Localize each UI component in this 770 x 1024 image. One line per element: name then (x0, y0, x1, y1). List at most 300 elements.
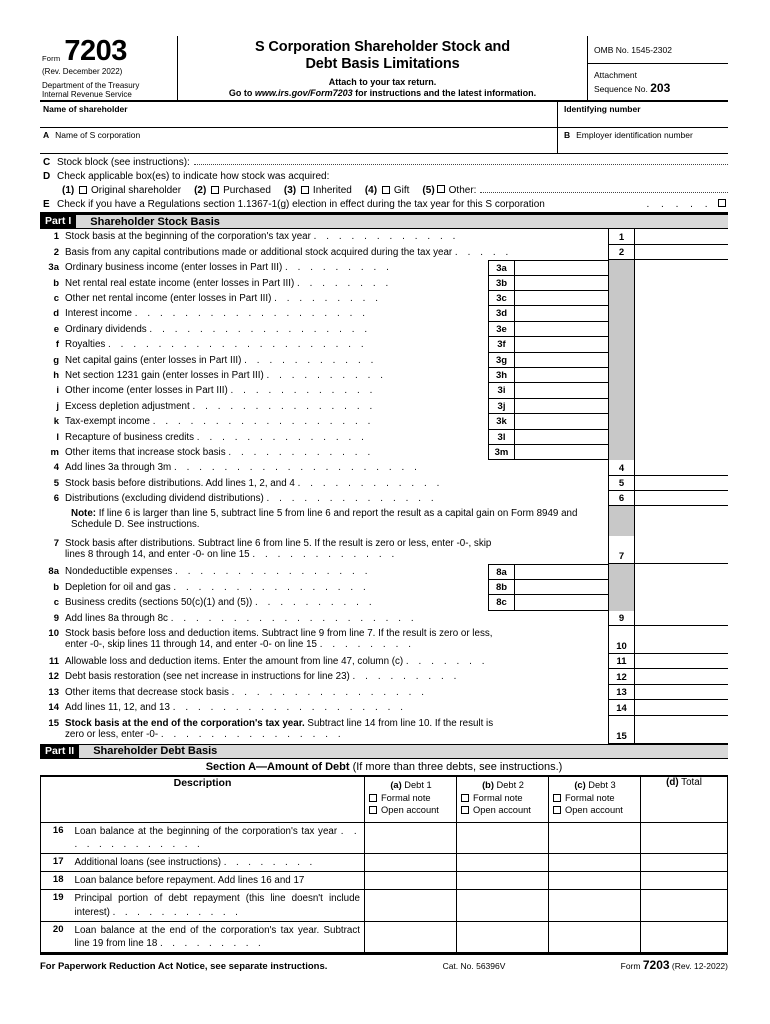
line-3k-number: k (53, 416, 59, 428)
line-row-8b (40, 580, 728, 595)
line-14-box-number: 14 (608, 700, 635, 715)
line-14-text (65, 700, 608, 715)
line-5-text (65, 476, 608, 491)
debt-row-19-leader: . . . . . . . . . . . (112, 906, 242, 918)
line-3a-text (65, 260, 488, 275)
line-12-box-number: 12 (608, 669, 635, 684)
line-3i-no-entry (635, 383, 728, 398)
line-1-label: Stock basis at the beginning of the corporation's tax year (65, 231, 311, 243)
debt-row-19-total-input[interactable] (641, 890, 728, 921)
line-8a-amount-input[interactable] (515, 565, 608, 578)
shaded-column (608, 414, 635, 429)
debt-table-header-row (41, 776, 728, 822)
line-15-number: 15 (48, 717, 59, 729)
option-2-number: (2) (194, 185, 207, 197)
debt-1-open-account-label: Open account (381, 805, 439, 816)
line-2-amount-input[interactable] (635, 245, 728, 260)
line-3i-amount-input[interactable] (515, 383, 608, 397)
line-3e-text (65, 322, 488, 337)
footer-form-identity (621, 958, 728, 972)
line-3b-label: Net rental real estate income (enter losses in Part III) (65, 277, 295, 289)
line-row-3i (40, 383, 728, 398)
line-9-box-number: 9 (608, 611, 635, 626)
attachment-sequence (588, 64, 728, 98)
line-1-text (65, 229, 608, 244)
line-3f-label: Royalties (65, 339, 106, 351)
line-3g-leader: . . . . . . . . . . . (244, 354, 377, 366)
line-7-label-line-1: Stock basis after distributions. Subtract line 6 from line 5. If the result is zero or less, enter -0-, skip (65, 538, 492, 550)
line-3e-sub-number: 3e (489, 322, 515, 336)
line-3m-no-entry (635, 445, 728, 460)
line-row-8c (40, 595, 728, 610)
total-header (641, 776, 728, 822)
line-3d-number: d (53, 308, 59, 320)
line-14-label: Add lines 11, 12, and 13 (65, 702, 170, 714)
debt-1-formal-note-label: Formal note (381, 792, 431, 803)
debt-row-19-debt2-input[interactable] (457, 890, 549, 921)
item-d-acquisition (40, 169, 728, 183)
debt-row-17-debt2-input[interactable] (457, 854, 549, 872)
section-a-header (40, 759, 728, 776)
footer-revision: (Rev. 12-2022) (671, 961, 728, 972)
line-3f-number: f (55, 339, 59, 351)
debt-row-20-label: Loan balance at the end of the corporation's tax year. Subtract line 19 from line 18 (74, 924, 360, 950)
form-title-line-1: S Corporation Shareholder Stock and (254, 39, 511, 55)
line-3l-sub-number: 3l (489, 430, 515, 444)
debt-row-20-debt1-input[interactable] (365, 921, 457, 952)
line-11-label: Allowable loss and deduction items. Enter the amount from line 47, column (c) (65, 656, 404, 668)
line-11-number: 11 (48, 656, 59, 668)
line-8c-text (65, 595, 488, 610)
checkbox-other[interactable] (437, 185, 445, 193)
note-label: Note: (71, 508, 97, 520)
line-5-amount-input[interactable] (635, 476, 728, 491)
line-3k-sub-cell (488, 414, 608, 429)
line-11-amount-input[interactable] (635, 654, 728, 669)
checkbox-debt-3-formal-note[interactable] (553, 794, 561, 802)
line-1-amount-input[interactable] (635, 229, 728, 244)
line-row-3j (40, 399, 728, 414)
line-3d-label: Interest income (65, 308, 132, 320)
line-row-3b (40, 276, 728, 291)
debt-row-19-debt3-input[interactable] (549, 890, 641, 921)
line-12-label: Debt basis restoration (see net increase in instructions for line 23) (65, 671, 350, 683)
items-c-d-e-block (40, 154, 728, 214)
line-4-box-number: 4 (608, 460, 635, 475)
section-a-title: Section A—Amount of Debt (205, 760, 350, 773)
line-2-text (65, 245, 608, 260)
line-13-amount-input[interactable] (635, 685, 728, 700)
election-leader-dots: . . . . . (646, 199, 712, 211)
line-3h-label: Net section 1231 gain (enter losses in Part III) (65, 369, 264, 381)
debt-row-16-debt3-input[interactable] (549, 822, 641, 853)
paperwork-notice: For Paperwork Reduction Act Notice, see separate instructions. (40, 961, 328, 973)
line-11-box-number: 11 (608, 654, 635, 669)
debt-row-18-total-input[interactable] (641, 872, 728, 890)
line-7-box-number: 7 (608, 536, 635, 564)
line-8c-amount-input[interactable] (515, 595, 608, 609)
line-14-leader: . . . . . . . . . . . . . . . . . . . (172, 702, 407, 714)
line-3m-amount-input[interactable] (515, 445, 608, 459)
line-3i-number: i (56, 385, 59, 397)
line-4-label: Add lines 3a through 3m (65, 462, 172, 474)
debt-row-16-debt2-input[interactable] (457, 822, 549, 853)
shaded-column (608, 564, 635, 579)
goto-instruction (182, 88, 583, 98)
option-1-label: Original shareholder (91, 185, 182, 197)
item-e-election (40, 198, 728, 212)
line-3a-number: 3a (48, 262, 59, 274)
line-15-amount-input[interactable] (635, 730, 728, 744)
line-3m-text (65, 445, 488, 460)
line-3j-number: j (56, 400, 59, 412)
line-10-leader: . . . . . . . . (319, 639, 415, 651)
part-2-title: Shareholder Debt Basis (93, 745, 218, 758)
line-6-label: Distributions (excluding dividend distributions) (65, 493, 264, 505)
debt-row-16-debt1-input[interactable] (365, 822, 457, 853)
option-1-number: (1) (62, 185, 75, 197)
shaded-column (608, 445, 635, 460)
line-4-amount-input[interactable] (635, 460, 728, 475)
item-c-letter: C (43, 157, 51, 169)
line-3e-label: Ordinary dividends (65, 323, 147, 335)
line-5-number: 5 (53, 477, 59, 489)
line-row-10 (40, 626, 728, 654)
line-3b-sub-cell (488, 276, 608, 291)
line-8a-no-entry (635, 564, 728, 579)
debt-row-17-debt3-input[interactable] (549, 854, 641, 872)
debt-row-18-debt2-input[interactable] (457, 872, 549, 890)
line-3l-amount-input[interactable] (515, 430, 608, 444)
election-label: Check if you have a Regulations section 1.1367-1(g) election in effect during the tax year for this S corporation (57, 199, 545, 211)
item-b-letter: B (564, 130, 571, 141)
line-row-7 (40, 536, 728, 564)
line-9-number: 9 (53, 612, 59, 624)
checkbox-debt-1-formal-note[interactable] (369, 794, 377, 802)
line-row-8a (40, 564, 728, 579)
line-8b-number: b (53, 581, 59, 593)
line-4-text (65, 460, 608, 475)
line-2-number: 2 (53, 246, 59, 258)
line-15-box-number: 15 (608, 716, 635, 744)
sequence-number: 203 (650, 80, 671, 95)
line-1-leader: . . . . . . . . . . . . (313, 231, 459, 243)
shaded-column (608, 383, 635, 398)
option-3-label: Inherited (312, 185, 352, 197)
form-7203 (40, 36, 728, 972)
line-3f-leader: . . . . . . . . . . . . . . . . . . . . . (108, 339, 368, 351)
option-5-number: (5) (422, 185, 435, 197)
line-5-label: Stock basis before distributions. Add lines 1, 2, and 4 (65, 477, 295, 489)
scorp-name-row (40, 128, 728, 154)
line-3h-text (65, 368, 488, 383)
line-3d-sub-number: 3d (489, 306, 515, 320)
line-3a-amount-input[interactable] (515, 261, 608, 274)
debt-row-20-total-input[interactable] (641, 921, 728, 952)
debt-row-20-leader: . . . . . . . . . (160, 938, 265, 950)
checkbox-gift[interactable] (382, 186, 390, 194)
line-8a-number: 8a (48, 566, 59, 578)
note-no-number (40, 506, 65, 536)
line-13-label: Other items that decrease stock basis (65, 686, 229, 698)
identifying-number-label: Identifying number (564, 104, 641, 115)
form-revision-date: (Rev. December 2022) (42, 66, 123, 76)
line-5-box-number: 5 (608, 476, 635, 491)
line-3g-text (65, 353, 488, 368)
line-3i-label: Other income (enter losses in Part III) (65, 385, 228, 397)
item-e-letter: E (43, 199, 50, 211)
line-row-2 (40, 245, 728, 260)
line-14-number: 14 (48, 702, 59, 714)
line-8c-number: c (53, 597, 59, 609)
debt-row-16-total-input[interactable] (641, 822, 728, 853)
line-row-3c (40, 291, 728, 306)
line-12-amount-input[interactable] (635, 669, 728, 684)
shaded-column (608, 353, 635, 368)
line-9-leader: . . . . . . . . . . . . . . . . . . . . (170, 612, 418, 624)
line-3g-sub-cell (488, 353, 608, 368)
line-4-number: 4 (53, 462, 59, 474)
line-15-label-bold: Stock basis at the end of the corporation's tax year. (65, 717, 305, 729)
line-9-amount-input[interactable] (635, 611, 728, 626)
name-of-shareholder-field[interactable] (40, 102, 558, 127)
acquisition-label: Check applicable box(es) to indicate how stock was acquired: (57, 171, 330, 183)
line-3i-text (65, 383, 488, 398)
debt-2-name: Debt 2 (496, 779, 524, 790)
description-header: Description (41, 776, 365, 822)
line-10-amount-input[interactable] (635, 640, 728, 654)
department-line-2: Internal Revenue Service (42, 89, 132, 99)
line-3a-leader: . . . . . . . . . (284, 262, 393, 274)
identifying-number-field[interactable] (558, 102, 728, 127)
line-3k-leader: . . . . . . . . . . . . . . . . . . (152, 416, 374, 428)
debt-2-open-account-label: Open account (473, 805, 531, 816)
line-3h-amount-input[interactable] (515, 368, 608, 382)
line-5-leader: . . . . . . . . . . . . (297, 477, 443, 489)
line-8a-text (65, 564, 488, 579)
table-row (41, 921, 728, 952)
line-3k-text (65, 414, 488, 429)
sequence-label: Sequence No. (594, 83, 648, 94)
line-3a-sub-number: 3a (489, 261, 515, 274)
debt-2-header (457, 776, 549, 822)
stock-block-label: Stock block (see instructions): (57, 157, 190, 169)
line-7-number: 7 (53, 538, 59, 550)
line-3h-no-entry (635, 368, 728, 383)
checkbox-regulations-election[interactable] (718, 199, 726, 207)
line-3d-text (65, 306, 488, 321)
debt-row-17-debt1-input[interactable] (365, 854, 457, 872)
checkbox-debt-1-open-account[interactable] (369, 806, 377, 814)
line-3b-no-entry (635, 276, 728, 291)
part-2-bar (40, 744, 728, 759)
line-row-13 (40, 685, 728, 700)
debt-row-18-debt1-input[interactable] (365, 872, 457, 890)
line-3e-amount-input[interactable] (515, 322, 608, 336)
line-row-3g (40, 353, 728, 368)
line-13-text (65, 685, 608, 700)
debt-row-18-description (69, 872, 365, 890)
line-row-3a (40, 260, 728, 275)
shaded-column (608, 399, 635, 414)
line-6-amount-input[interactable] (635, 491, 728, 506)
acquisition-option-inherited (284, 185, 352, 196)
table-row (41, 854, 728, 872)
name-of-shareholder-label: Name of shareholder (43, 104, 128, 115)
line-6-text (65, 491, 608, 506)
total-letter: (d) (666, 776, 679, 788)
debt-row-20-debt2-input[interactable] (457, 921, 549, 952)
line-10-label-line-2: enter -0-, skip lines 11 through 14, and enter -0- on line 15 (65, 639, 317, 651)
line-8b-text (65, 580, 488, 595)
checkbox-debt-2-open-account[interactable] (461, 806, 469, 814)
debt-row-19-debt1-input[interactable] (365, 890, 457, 921)
line-8a-leader: . . . . . . . . . . . . . . . . (175, 566, 372, 578)
checkbox-original-shareholder[interactable] (79, 186, 87, 194)
line-3d-amount-input[interactable] (515, 306, 608, 320)
debt-row-17-leader: . . . . . . . . (223, 857, 316, 869)
form-footer (40, 953, 728, 972)
line-7-amount-input[interactable] (635, 550, 728, 564)
line-15-leader: . . . . . . . . . . . . . . . (160, 728, 345, 740)
debt-row-20-debt3-input[interactable] (549, 921, 641, 952)
line-6-leader: . . . . . . . . . . . . . . (266, 493, 438, 505)
acquisition-options (40, 183, 728, 198)
shaded-column (608, 306, 635, 321)
line-3b-leader: . . . . . . . . (296, 277, 392, 289)
name-of-s-corporation-label: Name of S corporation (55, 130, 141, 141)
goto-suffix: for instructions and the latest information. (352, 88, 537, 99)
line-6-number: 6 (53, 493, 59, 505)
other-acquisition-input[interactable] (480, 184, 728, 193)
line-3g-no-entry (635, 353, 728, 368)
debt-row-16-leader: . . . . . . . . . . . . . (74, 825, 360, 850)
name-of-s-corporation-field[interactable] (40, 128, 558, 153)
line-3h-leader: . . . . . . . . . . (266, 369, 387, 381)
employer-id-number-label: Employer identification number (576, 130, 693, 141)
line-3c-amount-input[interactable] (515, 291, 608, 305)
debt-3-name: Debt 3 (588, 779, 616, 790)
line-2-label: Basis from any capital contributions made or additional stock acquired during the tax year (65, 246, 453, 258)
line-row-6 (40, 491, 728, 506)
acquisition-option-purchased (194, 185, 271, 196)
part-1-lines (40, 229, 728, 743)
line-3g-amount-input[interactable] (515, 353, 608, 367)
line-3m-number: m (50, 446, 59, 458)
line-3g-label: Net capital gains (enter losses in Part III) (65, 354, 242, 366)
debt-3-open-account-label: Open account (565, 805, 623, 816)
checkbox-inherited[interactable] (301, 186, 309, 194)
line-14-amount-input[interactable] (635, 700, 728, 715)
shaded-column (608, 260, 635, 275)
debt-3-header (549, 776, 641, 822)
total-name: Total (681, 776, 702, 788)
line-8c-label: Business credits (sections 50(c)(1) and (5)) (65, 597, 253, 609)
debt-row-17-description (69, 854, 365, 872)
irs-url[interactable]: www.irs.gov/Form7203 (254, 88, 353, 99)
line-3h-sub-cell (488, 368, 608, 383)
checkbox-purchased[interactable] (211, 186, 219, 194)
line-15-text (65, 716, 608, 744)
table-row (41, 890, 728, 921)
line-3d-no-entry (635, 306, 728, 321)
employer-id-number-field[interactable] (558, 128, 728, 153)
line-8c-sub-cell (488, 595, 608, 610)
debt-1-letter: (a) (390, 779, 402, 790)
line-2-box-number: 2 (608, 245, 635, 260)
line-6-box-number: 6 (608, 491, 635, 506)
option-5-label: Other: (448, 185, 477, 197)
line-8a-label: Nondeductible expenses (65, 566, 173, 578)
stock-block-input[interactable] (194, 156, 728, 165)
line-7-text (65, 536, 608, 564)
debt-2-letter: (b) (482, 779, 494, 790)
line-15-label-rest: Subtract line 14 from line 10. If the result is (304, 717, 494, 729)
debt-row-16-description (69, 822, 365, 853)
line-13-leader: . . . . . . . . . . . . . . . . (231, 686, 428, 698)
line-3b-amount-input[interactable] (515, 276, 608, 290)
line-3j-amount-input[interactable] (515, 399, 608, 413)
line-3a-label: Ordinary business income (enter losses in Part III) (65, 262, 283, 274)
line-9-text (65, 611, 608, 626)
line-3c-no-entry (635, 291, 728, 306)
option-4-number: (4) (364, 185, 378, 197)
line-1-box-number: 1 (608, 229, 635, 244)
line-row-3k (40, 414, 728, 429)
shaded-column (608, 430, 635, 445)
line-3h-number: h (53, 369, 59, 381)
line-row-5 (40, 476, 728, 491)
shaded-column (608, 595, 635, 610)
shaded-column (608, 368, 635, 383)
line-3f-amount-input[interactable] (515, 337, 608, 351)
line-row-3l (40, 430, 728, 445)
line-row-3e (40, 322, 728, 337)
line-3e-leader: . . . . . . . . . . . . . . . . . . (149, 323, 371, 335)
line-3j-text (65, 399, 488, 414)
option-4-label: Gift (393, 185, 410, 197)
acquisition-option-original (62, 185, 181, 196)
header-form-identity (40, 36, 178, 100)
line-3l-no-entry (635, 430, 728, 445)
header-title-block (178, 36, 588, 100)
line-3d-leader: . . . . . . . . . . . . . . . . . . . (134, 308, 369, 320)
part-1-title: Shareholder Stock Basis (90, 215, 220, 228)
line-3m-sub-number: 3m (489, 445, 515, 459)
line-13-number: 13 (48, 686, 59, 698)
line-8c-leader: . . . . . . . . . . (255, 597, 376, 609)
line-3d-sub-cell (488, 306, 608, 321)
line-8b-sub-cell (488, 580, 608, 595)
debt-row-18-debt3-input[interactable] (549, 872, 641, 890)
line-6-note-row (40, 506, 728, 536)
line-10-text (65, 626, 608, 654)
item-d-letter: D (43, 171, 51, 183)
line-8b-amount-input[interactable] (515, 580, 608, 594)
line-row-14 (40, 700, 728, 715)
line-row-15 (40, 716, 728, 744)
line-10-label-line-1: Stock basis before loss and deduction items. Subtract line 9 from line 7. If the result is zero or less, (65, 628, 493, 640)
item-c-stock-block (40, 154, 728, 169)
checkbox-debt-3-open-account[interactable] (553, 806, 561, 814)
line-3k-amount-input[interactable] (515, 414, 608, 428)
debt-row-17-total-input[interactable] (641, 854, 728, 872)
line-row-12 (40, 669, 728, 684)
line-7-leader: . . . . . . . . . . . . (252, 549, 398, 561)
line-2-leader: . . . . . (454, 246, 512, 258)
note-text-block (65, 506, 608, 536)
checkbox-debt-2-formal-note[interactable] (461, 794, 469, 802)
